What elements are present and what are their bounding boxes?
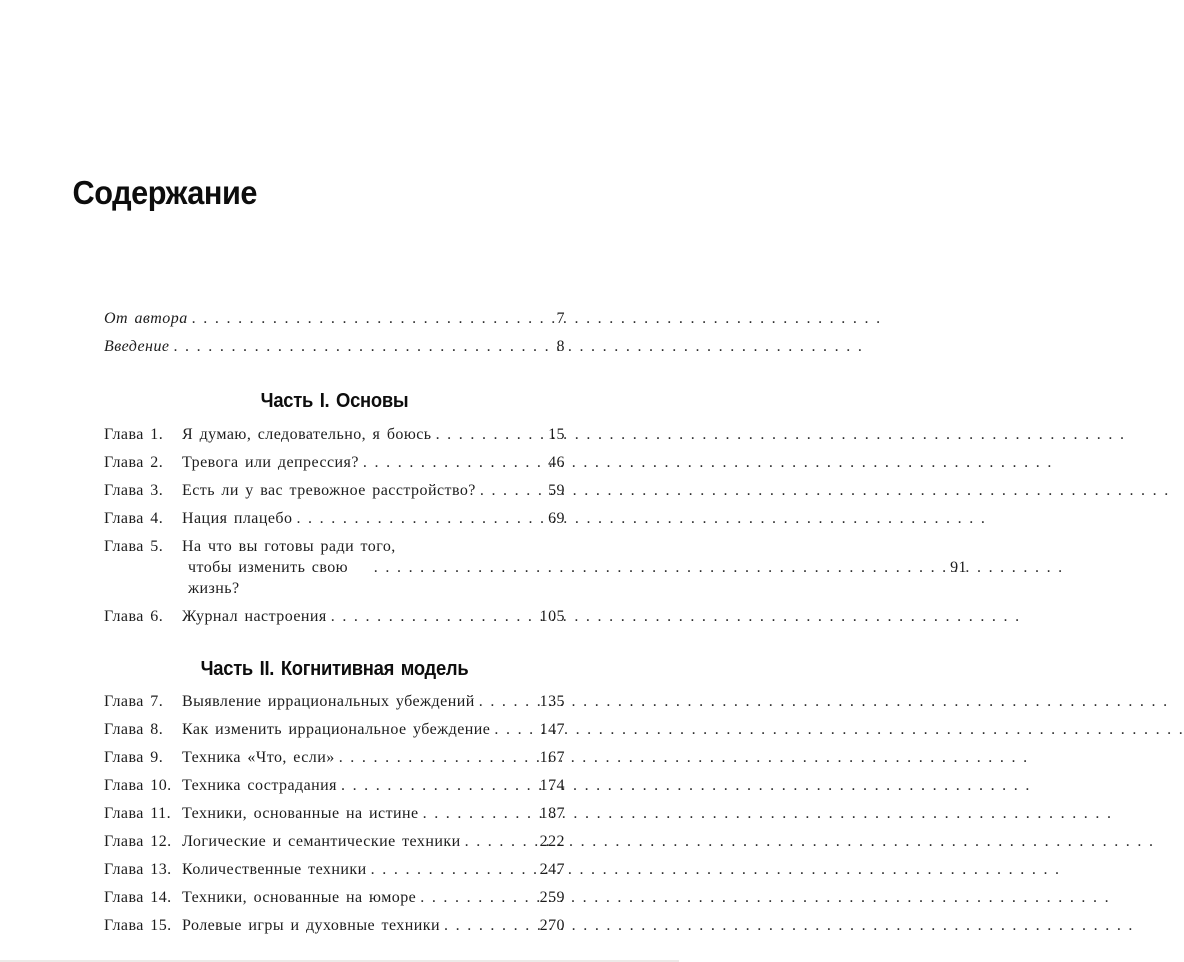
entry-page-number: 105 [539,608,565,625]
toc-entry-chapter [104,775,565,796]
dot-leader [416,887,539,908]
entry-page-number: 259 [539,889,565,906]
toc-entry-chapter [104,747,565,768]
entry-page-number: 174 [539,777,565,794]
entry-page-number: 270 [539,917,565,934]
chapter-label: Глава 3. [104,482,164,499]
toc-entry-chapter [104,719,565,740]
chapter-label: Глава 15. [104,917,172,934]
dot-leader [169,336,556,357]
dot-leader [475,691,540,712]
chapter-label: Глава 6. [104,608,164,625]
entry-page-number: 7 [556,310,565,327]
dot-leader [476,480,548,501]
chapter-label: Глава 9. [104,749,164,766]
chapter-title: Есть ли у вас тревожное расстройство? [182,482,476,499]
chapter-title: Техника «Что, если» [182,749,335,766]
entry-page-number: 187 [539,805,565,822]
dot-leader [292,508,548,529]
entry-page-number: 91 [950,559,968,576]
entry-page-number: 69 [548,510,565,527]
entry-title: Введение [104,338,170,355]
chapter-title: Ролевые игры и духовные техники [182,917,441,934]
chapter-title: Техника сострадания [182,777,337,794]
dot-leader [370,557,950,578]
toc-entry-chapter [104,480,565,501]
part-heading: Часть II. Когнитивная модель [200,658,469,680]
chapter-title-line2: чтобы изменить свою жизнь? [188,559,349,597]
chapter-label: Глава 7. [104,693,164,710]
page-title: Содержание [72,174,257,211]
toc-entry-chapter [104,915,565,936]
part-heading: Часть I. Основы [260,390,409,412]
chapter-title: Выявление иррациональных убеждений [182,693,475,710]
chapter-title: Я думаю, следовательно, я боюсь [182,426,432,443]
chapter-title: Техники, основанные на юморе [182,889,417,906]
toc-entry-chapter [104,831,565,852]
entry-page-number: 8 [556,338,565,355]
chapter-title: Логические и семантические техники [182,833,461,850]
entry-page-number: 167 [539,749,565,766]
dot-leader [461,831,540,852]
chapter-label: Глава 2. [104,454,164,471]
entry-page-number: 46 [548,454,565,471]
chapter-label: Глава 10. [104,777,172,794]
entry-title: От автора [104,310,188,327]
dot-leader [440,915,540,936]
chapter-title: Количественные техники [182,861,367,878]
entry-page-number: 135 [539,693,565,710]
chapter-title: Тревога или депрессия? [182,454,359,471]
toc-entry-chapter [104,424,565,445]
entry-page-number: 15 [548,426,565,443]
entry-page-number: 247 [539,861,565,878]
chapter-title-block [182,536,967,599]
dot-leader [359,452,548,473]
toc-entry-front-matter [104,336,565,357]
chapter-title: Журнал настроения [182,608,327,625]
chapter-title-line2-row [182,557,967,599]
dot-leader [432,424,549,445]
chapter-label: Глава 12. [104,833,172,850]
toc-entry-chapter [104,859,565,880]
entry-page-number: 147 [539,721,565,738]
chapter-label: Глава 1. [104,426,164,443]
entry-page-number: 59 [548,482,565,499]
chapter-label: Глава 8. [104,721,164,738]
dot-leader [188,308,557,329]
chapter-label: Глава 14. [104,889,172,906]
chapter-label: Глава 11. [104,805,172,822]
toc-entry-chapter [104,508,565,529]
dot-leader [337,775,540,796]
chapter-label: Глава 13. [104,861,172,878]
dot-leader [367,859,540,880]
toc-entry-front-matter [104,308,565,329]
chapter-title: Техники, основанные на истине [182,805,419,822]
dot-leader [327,606,540,627]
chapter-label: Глава 4. [104,510,164,527]
entry-page-number: 222 [539,833,565,850]
toc-entry-chapter [104,691,565,712]
toc-entry-chapter [104,452,565,473]
dot-leader [419,803,540,824]
table-of-contents [104,308,968,936]
chapter-title: Как изменить иррациональное убеждение [182,721,491,738]
dot-leader [335,747,540,768]
chapter-label: Глава 5. [104,538,164,555]
toc-entry-chapter [104,803,565,824]
chapter-title-line1: На что вы готовы ради того, [182,538,396,555]
toc-entry-chapter [104,606,565,627]
dot-leader [490,719,539,740]
chapter-title: Нация плацебо [182,510,293,527]
toc-entry-chapter [104,536,968,599]
toc-entry-chapter [104,887,565,908]
